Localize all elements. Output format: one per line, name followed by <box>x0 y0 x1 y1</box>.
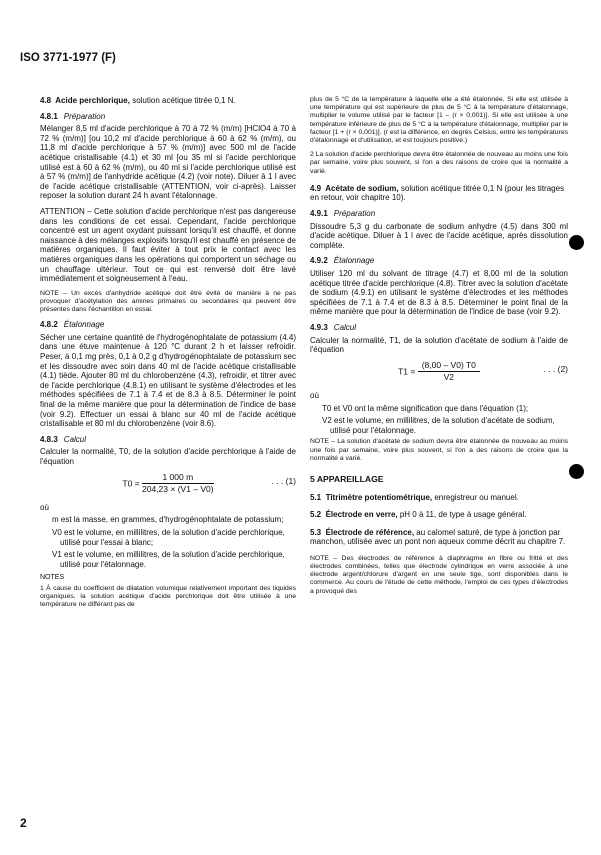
section-5-heading: 5 APPAREILLAGE <box>310 473 384 484</box>
equation-lhs: T0 = <box>122 477 140 488</box>
subsection-4-9-2-heading: 4.9.2 Étalonnage <box>310 256 375 266</box>
subsection-4-8-2-heading: 4.8.2 Étalonnage <box>40 320 105 330</box>
subsection-4-8-1-heading: 4.8.1 Préparation <box>40 111 106 121</box>
equation-denominator: V2 <box>443 372 455 383</box>
note-electrodes: NOTE – Des électrodes de référence à diaphragme en fibre ou fritté et des électrodes combinées, telles que électrode cylindrique en verre associée à une électrode argent/chlorure d'argent en une seule tige, sont disponibles dans le commerce. Au cours de l'étude de cette méthode, l'emploi de ces types d'électrodes a provoqué des <box>310 554 568 595</box>
equation-numerator: 1 000 m <box>142 473 214 485</box>
subsection-4-9-1-heading: 4.9.1 Préparation <box>310 209 376 219</box>
item-5-3: 5.3 Électrode de référence, au calomel saturé, de type à jonction par manchon, utilisée avec un pont non aqueux comme décrit au chapitre 7. <box>310 527 566 547</box>
equation-fraction <box>418 361 480 383</box>
equation-fraction <box>142 473 214 495</box>
equation-ref: . . . (2) <box>543 363 568 374</box>
note-2: 2 La solution d'acide perchlorique devra être étalonnée de nouveau au moins une fois par semaine, voire plus souvent, si l'on a des raisons de croire que la normalité a varié. <box>310 151 568 175</box>
note-acetate: NOTE – La solution d'acétate de sodium devra être étalonnée de nouveau au moins une fois par semaine, voire plus souvent, si l'on a des raisons de croire que la normalité a varié. <box>310 438 568 462</box>
paragraph-calcul: Calculer la normalité, T0, de la solution d'acide perchlorique à l'aide de l'équation <box>40 447 296 467</box>
section-4-9-heading: 4.9 Acétate de sodium, solution acétique titrée 0,1 N (pour les titrages en retour, voir chapitre 10). <box>310 183 565 203</box>
notes-heading: NOTES <box>40 574 65 582</box>
equation-lhs: T1 = <box>398 366 416 377</box>
definition-m: m est la masse, en grammes, d'hydrogénophtalate de potassium; <box>52 515 284 525</box>
subsection-4-8-3-heading: 4.8.3 Calcul <box>40 434 87 444</box>
subsection-4-9-3-heading: 4.9.3 Calcul <box>310 322 357 332</box>
section-number: 4.8 <box>40 96 52 105</box>
equation-2 <box>310 361 568 383</box>
equation-denominator: 204,23 × (V1 – V0) <box>142 484 214 495</box>
document-header: ISO 3771-1977 (F) <box>20 52 116 64</box>
definition-v2: V2 est le volume, en millilitres, de la solution d'acétate de sodium, utilisé pour l'étalonnage. <box>322 416 555 435</box>
equation-numerator: (8,00 – V0) T0 <box>418 361 480 373</box>
punch-hole-mark <box>569 235 584 250</box>
definition-t0-v0: T0 et V0 ont la même signification que dans l'équation (1); <box>322 403 529 413</box>
definitions-list <box>40 515 296 569</box>
section-title-rest: solution acétique titrée 0,1 N. <box>129 96 236 105</box>
section-title: Acide perchlorique, <box>55 96 130 105</box>
paragraph-etalonnage: Sécher une certaine quantité de l'hydrogénophtalate de potassium (4.4) dans une étuve maintenue à 120 °C durant 2 h et laisser refroidir. Peser, à 0,1 mg près, 0,1 à 0,2 g d'hydrogénophtalate de potassium sec et les dissoudre avec soin dans 40 ml de l'acide acétique cristallisable (4.1) tiède. Ajouter 80 ml du chlorobenzène (4.3), refroidir, et titrer avec de l'acide perchlorique (4.8.1) en utilisant le système d'électrodes et les méthodes spécifiées de 7.1 à 7.4 et de 8.3 à 8.5. Déterminer le point final de la même manière que pour la détermination de l'indice de base (voir 9.2). Effectuer un essai à blanc sur 40 ml de l'acide acétique cristallisable et 80 ml du chlorobenzène (voir 8.6). <box>40 332 296 429</box>
left-column <box>40 96 296 616</box>
paragraph-preparation: Mélanger 8,5 ml d'acide perchlorique à 70 à 72 % (m/m) [HClO4 à 70 à 72 % (m/m)] [ou 10,2 ml d'acide perchlorique à 60 à 62 % (m/m), ou 11,8 ml d'acide perchlorique à 57 % (m/m)] avec 500 ml de l'acide acétique cristallisable (4.1) et 30 ml [ou 35 ml si l'acide perchlorique utilisé est à 60 à 62 % (m/m), ou 40 ml si l'acide perchlorique utilisé est à 57 % (m/m)] de l'anhydride acétique (4.2) (voir note). Diluer à 1 l avec de l'acide acétique cristallisable (ATTENTION, voir ci-après). Laisser reposer la solution durant 24 h avant l'étalonnage. <box>40 124 296 201</box>
paragraph-attention: ATTENTION – Cette solution d'acide perchlorique n'est pas dangereuse dans les conditions de cet essai. Cependant, l'acide perchlorique concentré est un agent oxydant puissant lorsqu'il est chauffé, et donne naissance à des mélanges explosifs lorsqu'il est chauffé en présence de matières organiques. Il faut éviter à tout prix le contact avec les matières organiques dans les opérations qui comportent un séchage ou un chauffage ultérieur. Tout ce qui est renversé doit être lavé immédiatement et soigneusement à l'eau. <box>40 206 296 284</box>
note-1-continued: plus de 5 °C de la température à laquelle elle a été étalonnée. Si elle est utilisée à une température qui est supérieure de plus de 5 °C à la température d'étalonnage, multiplier le volume utilisé par le facteur [1 – (r × 0,001)]. Si elle est utilisée à une température inférieure de plus de 5 °C à la température d'étalonnage, multiplier par le facteur [1 + (r × 0,001)]. (r est la différence, en degrés Celsius, entre les températures d'étalonnage et d'utilisation, et est toujours positive.) <box>310 96 568 145</box>
where-label: où <box>310 390 319 400</box>
punch-hole-mark <box>569 464 584 479</box>
paragraph-etalonnage-acetate: Utiliser 120 ml du solvant de titrage (4.7) et 8,00 ml de la solution acétique titrée d'acide perchlorique (4.8). Titrer avec la solution d'acétate de sodium (4.9.1) en utilisant le système d'électrodes et les méthodes spécifiées de 7.1 à 7.4 et de 8.3 à 8.5. Déterminer le point final de la même manière que pour la détermination de l'indice de base (voir 9.2). <box>310 268 568 317</box>
page-number: 2 <box>20 816 27 830</box>
paragraph-preparation-acetate: Dissoudre 5,3 g du carbonate de sodium anhydre (4.5) dans 300 ml d'acide acétique. Diluer à 1 l avec de l'acide acétique, après dissolution complète. <box>310 221 568 250</box>
right-column <box>310 96 568 602</box>
equation-1 <box>40 473 296 495</box>
item-5-1: 5.1 Titrimètre potentiométrique, enregistreur ou manuel. <box>310 492 519 502</box>
where-label: où <box>40 502 49 512</box>
definitions-list <box>310 404 568 436</box>
definition-v0: V0 est le volume, en millilitres, de la solution d'acide perchlorique, utilisé pour l'essai à blanc; <box>52 527 285 547</box>
note-1: 1 À cause du coefficient de dilatation volumique relativement important des liquides organiques, la solution acétique d'acide perchlorique doit être utilisée à une température ne différant pas de <box>40 584 296 609</box>
item-5-2: 5.2 Électrode en verre, pH 0 à 11, de type à usage général. <box>310 510 527 520</box>
section-4-8-heading <box>40 96 296 106</box>
equation-ref: . . . (1) <box>271 475 296 486</box>
paragraph-calcul-acetate: Calculer la normalité, T1, de la solution d'acétate de sodium à l'aide de l'équation <box>310 335 568 355</box>
note-anhydride: NOTE – Un excès d'anhydride acétique doit être évité de manière à ne pas provoquer d'acétylation des amines primaires ou secondaires qui peuvent être présentes dans l'échantillon en essai. <box>40 289 296 314</box>
definition-v1: V1 est le volume, en millilitres, de la solution d'acide perchlorique, utilisé pour l'étalonnage. <box>52 550 285 569</box>
